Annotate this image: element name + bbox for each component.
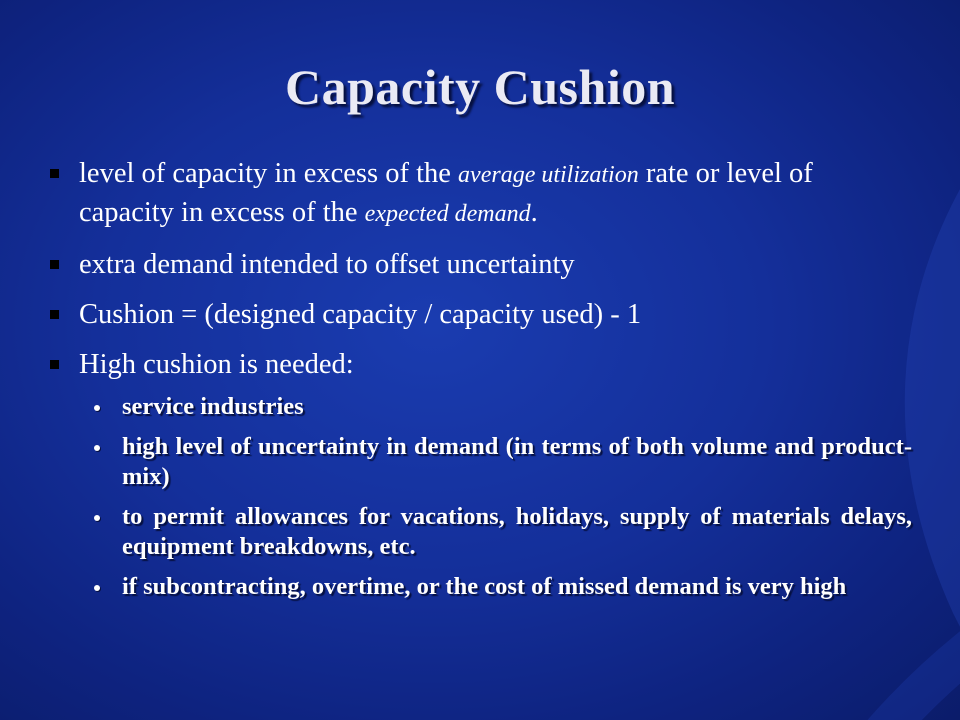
square-bullet-icon [50,310,59,319]
sub-bullet-text: if subcontracting, overtime, or the cost of missed demand is very high [122,573,847,600]
sub-bullet-text: service industries [122,393,304,420]
bullet-item [50,246,910,283]
bullet-text: Cushion = (designed capacity / capacity used) - 1 [79,299,642,330]
emphasis-text: expected demand [364,201,531,227]
sub-bullet-text: to permit allowances for vacations, holidays, supply of materials delays, equipment breakdowns, etc. [122,503,912,560]
round-bullet-icon [94,445,100,451]
sub-bullet-text: high level of uncertainty in demand (in terms of both volume and product-mix) [122,433,912,490]
slide-title: Capacity Cushion [284,59,676,115]
round-bullet-icon [94,585,100,591]
bullet-item [50,346,910,383]
bullet-text-part: . [530,197,538,228]
square-bullet-icon [50,260,59,269]
bullet-item [50,155,910,233]
sub-bullet-item [92,392,912,422]
bullet-item [50,296,910,333]
square-bullet-icon [50,169,59,178]
bullet-text-part: rate or level of capacity in excess of the [79,158,813,228]
sub-bullet-item [92,432,912,492]
bullet-text: High cushion is needed: [79,349,354,380]
bullet-text: extra demand intended to offset uncertainty [79,249,575,280]
sub-bullet-item [92,502,912,562]
bullet-text-part: level of capacity in excess of the [79,158,459,189]
emphasis-text: average utilization [458,162,639,188]
square-bullet-icon [50,360,59,369]
bullet-list [50,155,910,396]
sub-bullet-item [92,572,912,602]
round-bullet-icon [94,515,100,521]
round-bullet-icon [94,405,100,411]
sub-bullet-list [92,392,912,612]
